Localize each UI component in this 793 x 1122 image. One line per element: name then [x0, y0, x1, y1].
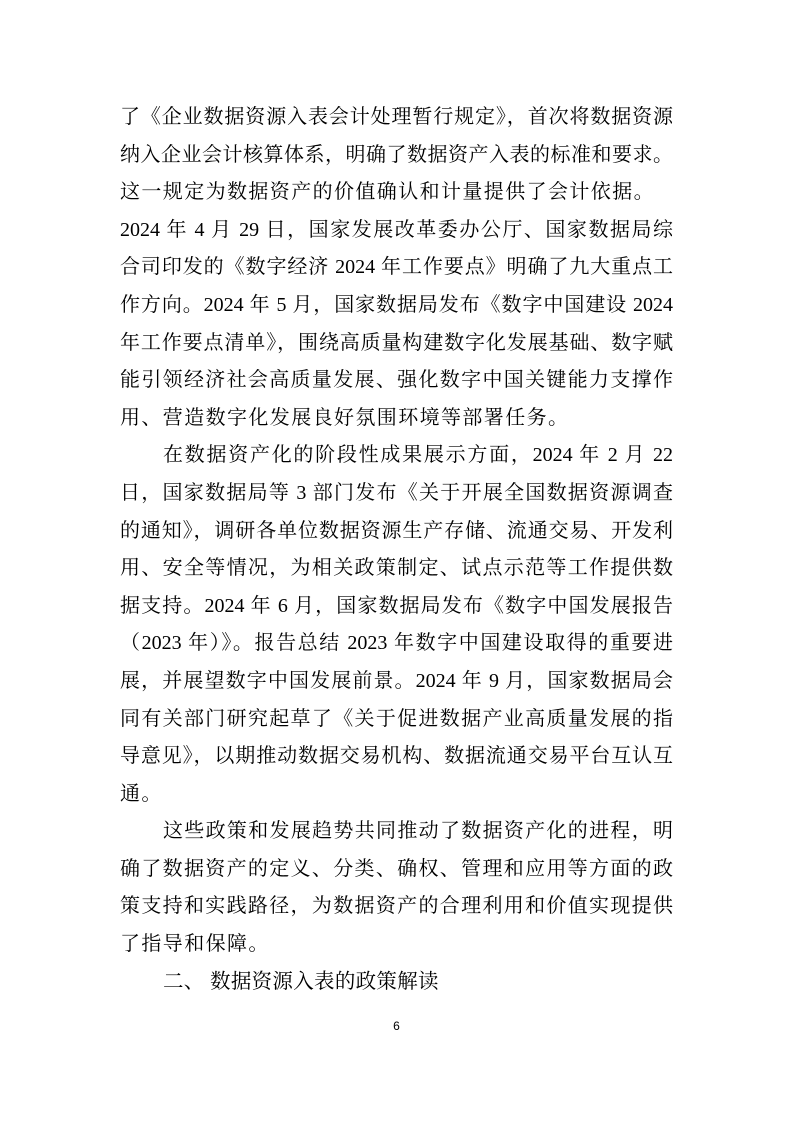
text-line: 能引领经济社会高质量发展、强化数字中国关键能力支撑作 — [120, 369, 673, 392]
document-body — [120, 99, 673, 1001]
text-line: 策支持和实践路径，为数据资产的合理利用和价值实现提供 — [120, 895, 673, 918]
text-line: 日，国家数据局等 3 部门发布《关于开展全国数据资源调查 — [120, 481, 673, 504]
text-line: 这一规定为数据资产的价值确认和计量提供了会计依据。 — [120, 181, 655, 204]
section-heading: 二、 数据资源入表的政策解读 — [163, 970, 439, 993]
paragraph — [120, 99, 673, 437]
text-line: 导意见》，以期推动数据交易机构、数据流通交易平台互认互 — [120, 745, 673, 768]
text-line: 纳入企业会计核算体系，明确了数据资产入表的标准和要求。 — [120, 143, 673, 166]
text-line: 的通知》，调研各单位数据资源生产存储、流通交易、开发利 — [120, 519, 673, 542]
page-number: 6 — [393, 1019, 400, 1033]
text-line: 2024 年 4 月 29 日，国家发展改革委办公厅、国家数据局综 — [120, 218, 673, 241]
text-line: 同有关部门研究起草了《关于促进数据产业高质量发展的指 — [120, 707, 673, 730]
text-line: 通。 — [120, 782, 163, 805]
text-line: 合司印发的《数字经济 2024 年工作要点》明确了九大重点工 — [120, 256, 673, 279]
text-line: 了指导和保障。 — [120, 933, 270, 956]
text-line: 确了数据资产的定义、分类、确权、管理和应用等方面的政 — [120, 857, 673, 880]
text-line: 用、营造数字化发展良好氛围环境等部署任务。 — [120, 406, 570, 429]
text-line: 年工作要点清单》，围绕高质量构建数字化发展基础、数字赋 — [120, 331, 673, 354]
paragraph — [120, 813, 673, 963]
text-line: 这些政策和发展趋势共同推动了数据资产化的进程，明 — [163, 820, 673, 843]
text-line: 了《企业数据资源入表会计处理暂行规定》，首次将数据资源 — [120, 106, 673, 128]
text-line: 作方向。2024 年 5 月，国家数据局发布《数字中国建设 2024 — [120, 293, 673, 316]
text-line: 展，并展望数字中国发展前景。2024 年 9 月，国家数据局会 — [120, 669, 673, 692]
text-line: 在数据资产化的阶段性成果展示方面，2024 年 2 月 22 — [163, 444, 673, 467]
text-line: 据支持。2024 年 6 月，国家数据局发布《数字中国发展报告 — [120, 594, 673, 617]
text-line: （2023 年）》。报告总结 2023 年数字中国建设取得的重要进 — [120, 632, 673, 655]
text-line: 用、安全等情况，为相关政策制定、试点示范等工作提供数 — [120, 557, 673, 580]
paragraph — [120, 437, 673, 813]
